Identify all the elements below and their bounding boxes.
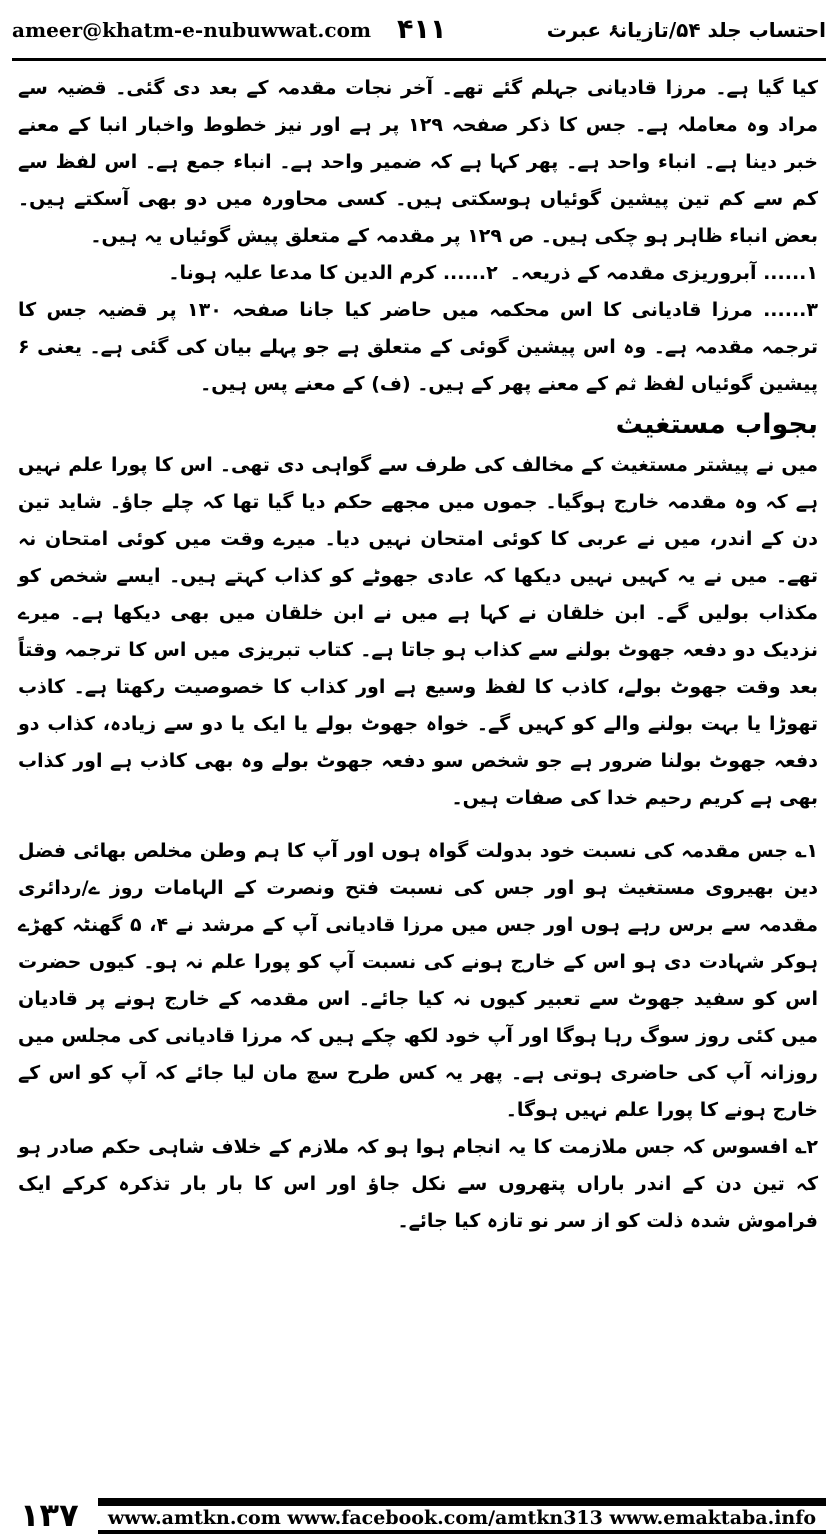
page-footer [12, 1494, 826, 1536]
footnote-2: ۲؎ افسوس کہ جس ملازمت کا یہ انجام ہوا ہو کہ ملازم کے خلاف شاہی حکم صادر ہو کہ تین دن کے اندر باراں پتھروں سے نکل جاؤ اور اس کا بار بار تذکرہ کرکے ایک فراموش شدہ ذلت کو از سر نو تازہ کیا جائے۔ [18, 1136, 818, 1232]
footnote-1: ۱؎ جس مقدمہ کی نسبت خود بدولت گواہ ہوں اور آپ کا ہم وطن مخلص بھائی فضل دین بھیروی مستغیث ہو اور جس کی نسبت فتح ونصرت کے الہامات روز ے/ردائری مقدمہ سے برس رہے ہوں اور جس میں مرزا قادیانی آپ کے مرشد نے ۴، ۵ گھنٹہ کھڑے ہوکر شہادت دی ہو اس کے خارج ہونے کی نسبت آپ کو پورا علم نہ ہو۔ کیوں حضرت اس کو سفید جھوٹ سے تعبیر کیوں نہ کیا جائے۔ اس مقدمہ کے خارج ہونے پر قادیان میں کئی روز سوگ رہا ہوگا اور آپ خود لکھ چکے ہیں کہ مرزا قادیانی کی مجلس میں روزانہ آپ کی حاضری ہوتی ہے۔ پھر یہ کس طرح سچ مان لیا جائے کہ آپ کو اس کے خارج ہونے کا پورا علم نہیں ہوگا۔ [18, 840, 818, 1121]
body-text [18, 70, 818, 1240]
section-gap [18, 817, 818, 833]
footer-page-number: ۱۳۷ [20, 1496, 79, 1534]
intro-paragraph: کیا گیا ہے۔ مرزا قادیانی جہلم گئے تھے۔ آخر نجات مقدمہ کے بعد دی گئی۔ قضیہ سے مراد وہ معاملہ ہے۔ جس کا ذکر صفحہ ۱۲۹ پر ہے اور نیز خطوط واخبار انبا کے معنے خبر دینا ہے۔ انباء واحد ہے۔ پھر کہا ہے کہ ضمیر واحد ہے۔ انباء جمع ہے۔ اس لفظ سے کم سے کم تین پیشین گوئیاں ہوسکتی ہیں۔ کسی محاورہ میں دو بھی آسکتے ہیں۔ بعض انباء ظاہر ہو چکی ہیں۔ ص ۱۲۹ پر مقدمہ کے متعلق پیش گوئیاں یہ ہیں۔ [18, 77, 818, 247]
prophecy-item-1: ۱...... آبروریزی مقدمہ کے ذریعہ۔ [509, 262, 818, 284]
page-header [12, 14, 826, 54]
section-heading: بجواب مستغیث [615, 409, 818, 440]
header-title: احتساب جلد ۵۴/تازیانۂ عبرت [546, 18, 826, 42]
footer-bar [98, 1498, 826, 1534]
header-email: ameer@khatm-e-nubuwwat.com [12, 18, 372, 42]
header-rule [12, 58, 826, 61]
prophecy-list [18, 255, 818, 292]
footer-bar-inner [98, 1506, 826, 1530]
footer-urls[interactable]: www.amtkn.com www.facebook.com/amtkn313 www.emaktaba.info [107, 1507, 817, 1529]
prophecy-item-2: ۲...... کرم الدین کا مدعا علیہ ہونا۔ [168, 262, 498, 284]
prophecy-item-3: ۳...... مرزا قادیانی کا اس محکمہ میں حاضر کیا جانا صفحہ ۱۳۰ پر قضیہ جس کا ترجمہ مقدمہ ہے۔ وہ اس پیشین گوئی کے متعلق ہے جو پہلے بیان کی گئی ہے۔ یعنی ۶ پیشین گوئیاں لفظ ثم کے معنے پھر کے ہیں۔ (ف) کے معنے پس ہیں۔ [18, 299, 818, 395]
answer-paragraph: میں نے پیشتر مستغیث کے مخالف کی طرف سے گواہی دی تھی۔ اس کا پورا علم نہیں ہے کہ وہ مقدمہ خارج ہوگیا۔ جموں میں مجھے حکم دیا گیا تھا کہ چلے جاؤ۔ شاید تین دن کے اندر، میں نے عربی کا کوئی امتحان نہیں دیا۔ میرے وقت میں کوئی امتحان نہ تھے۔ میں نے یہ کہیں نہیں دیکھا کہ عادی جھوٹے کو کذاب کہتے ہیں۔ ایسے شخص کو مکذاب بولیں گے۔ ابن خلقان نے کہا ہے میں نے ابن خلقان میں بھی دیکھا ہے۔ میرے نزدیک دو دفعہ جھوٹ بولنے سے کذاب ہو جاتا ہے۔ کتاب تبریزی میں اس کا ترجمہ وقتاً بعد وقت جھوٹ بولے، کاذب کا لفظ وسیع ہے اور کذاب کا خصوصیت رکھتا ہے۔ کاذب تھوڑا یا بہت بولنے والے کو کہیں گے۔ خواہ جھوٹ بولے یا ایک یا دو سے زیادہ، کذاب دو دفعہ جھوٹ بولنا ضرور ہے جو شخص سو دفعہ جھوٹ بولے وہ بھی کاذب ہے اور کذاب بھی ہے کریم رحیم خدا کی صفات ہیں۔ [18, 454, 818, 809]
header-page-number: ۴۱۱ [397, 14, 447, 45]
